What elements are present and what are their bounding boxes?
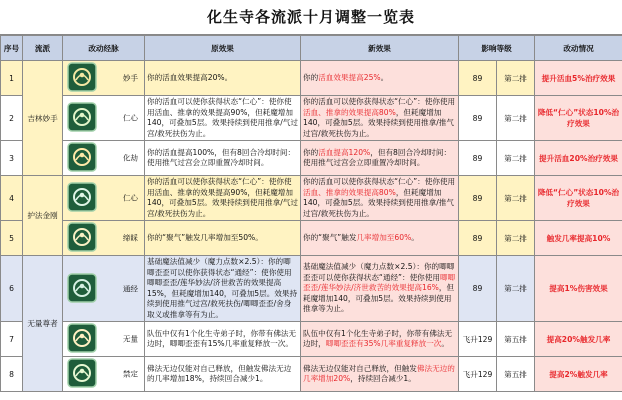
skill-cell (63, 221, 145, 256)
highlighted-change: 唧唧歪歪/莲华妙法/济世救苦的效果提高16% (303, 272, 456, 293)
header-row (1, 36, 622, 61)
row-number: 1 (1, 61, 23, 96)
skill-name: 通经 (122, 284, 138, 293)
school-name: 吉林妙手 (23, 61, 63, 176)
effect-text: ，持续回合减少1。 (350, 374, 416, 383)
change-summary: 降低“仁心”状态10%治疗效果 (535, 176, 622, 221)
new-effect (301, 61, 459, 96)
skill-name: 缔睬 (122, 233, 138, 243)
original-effect: 你的活血可以使你获得状态“仁心”：使你使用活血、推拿的效果提高90%，但耗魔增加140，可叠加5层。效果持续到使用推拿/气过宫/救死扶伤为止。 (145, 176, 301, 221)
new-effect (301, 96, 459, 141)
jingding-icon (67, 358, 97, 390)
effect-text: 你的 (303, 72, 319, 82)
impact-level: 89 (459, 176, 497, 221)
huajie-icon (67, 142, 97, 174)
table-row (1, 256, 622, 322)
skill-name: 化劫 (122, 153, 138, 163)
col-header-no: 序号 (1, 36, 23, 61)
table-row (1, 61, 622, 96)
table-row (1, 322, 622, 357)
effect-text: 你的活血可以使你获得状态“仁心”：使你使用 (303, 177, 456, 186)
skill-name: 无量 (122, 334, 138, 344)
col-header-school: 流派 (23, 36, 63, 61)
table-row (1, 141, 622, 176)
impact-slot: 第二排 (497, 176, 535, 221)
skill-cell (63, 141, 145, 176)
effect-text: ，但耗魔增加140，可叠加5层。效果持续到使用推拿等为止。 (303, 283, 455, 314)
row-number: 7 (1, 322, 23, 357)
highlighted-change: 几率增加至60% (356, 232, 412, 242)
impact-slot: 第二排 (497, 141, 535, 176)
new-effect (301, 141, 459, 176)
diji-icon (67, 222, 97, 254)
effect-text: 你的 (303, 147, 319, 157)
new-effect (301, 256, 459, 322)
highlighted-change: 活血提高120% (318, 147, 371, 157)
table-row (1, 176, 622, 221)
impact-level: 89 (459, 61, 497, 96)
renxin-icon-2 (67, 182, 97, 214)
row-number: 8 (1, 357, 23, 392)
effect-text: 。 (380, 72, 389, 82)
impact-slot: 第二排 (497, 221, 535, 256)
highlighted-change: 佛法无边的几率增加20% (303, 363, 455, 383)
change-summary: 提升活血5%治疗效果 (535, 61, 622, 96)
original-effect: 佛法无边仅能对自己释放，但触发佛法无边的几率增加18%，持续回合减少1。 (145, 357, 301, 392)
change-summary: 触发几率提高10% (535, 221, 622, 256)
highlighted-change: 活血、推拿的效果提高80% (303, 187, 396, 197)
skill-name: 妙手 (122, 73, 138, 83)
col-header-level: 影响等级 (459, 36, 535, 61)
skill-name: 禁定 (122, 369, 138, 379)
row-number: 3 (1, 141, 23, 176)
effect-text: 。 (411, 232, 419, 242)
table-row (1, 96, 622, 141)
original-effect: 队伍中仅有1个化生寺弟子时，你带有佛法无边时，唧唧歪歪有15%几率重复释放一次。 (145, 322, 301, 357)
change-summary: 降低“仁心”状态10%治疗效果 (535, 96, 622, 141)
row-number: 4 (1, 176, 23, 221)
effect-text: 佛法无边仅能对自己释放，但触发 (303, 363, 417, 373)
effect-text: ，但耗魔增加140，可叠加5层。效果持续到使用推拿/推气过宫/救死扶伤为止。 (303, 187, 454, 218)
adjustment-table (0, 35, 622, 392)
skill-cell (63, 256, 145, 322)
miaoshou-icon (67, 62, 97, 94)
impact-slot: 第二排 (497, 256, 535, 322)
row-number: 6 (1, 256, 23, 322)
row-number: 2 (1, 96, 23, 141)
change-summary: 提高2%触发几率 (535, 357, 622, 392)
skill-cell (63, 96, 145, 141)
new-effect (301, 221, 459, 256)
col-header-new: 新效果 (301, 36, 459, 61)
school-name: 无量尊者 (23, 256, 63, 392)
effect-text: 你的活血可以使你获得状态“仁心”：使你使用 (303, 97, 456, 106)
col-header-change: 改动情况 (535, 36, 622, 61)
impact-slot: 第五排 (497, 357, 535, 392)
table-row (1, 357, 622, 392)
effect-text: 。 (441, 339, 449, 348)
change-summary: 提升活血20%治疗效果 (535, 141, 622, 176)
impact-level: 89 (459, 96, 497, 141)
renxin-icon (67, 102, 97, 134)
original-effect: 你的活血效果提高20%。 (145, 61, 301, 96)
skill-name: 仁心 (122, 113, 138, 123)
skill-cell (63, 322, 145, 357)
sheet-title: 化生寺各流派十月调整一览表 (0, 0, 622, 35)
school-name: 护法金刚 (23, 176, 63, 256)
effect-text: 基础魔法值减少（魔力点数×2.5）：你的唧唧歪歪可以使你获得状态“通经”：使你使用 (303, 262, 455, 282)
effect-text: 队伍中仅有1个化生寺弟子时，你带有佛法无边时， (303, 328, 453, 348)
original-effect: 你的活血可以使你获得状态“仁心”：使你使用活血、推拿的效果提高90%，但耗魔增加140，可叠加5层。效果持续到使用推拿/气过宫/救死扶伤为止。 (145, 96, 301, 141)
skill-cell (63, 357, 145, 392)
effect-text: 你的“聚气”触发 (303, 232, 357, 242)
impact-slot: 第二排 (497, 61, 535, 96)
impact-level: 89 (459, 221, 497, 256)
impact-level: 飞升129 (459, 322, 497, 357)
highlighted-change: 唧唧歪歪有35%几率重复释放一次 (325, 339, 442, 348)
impact-slot: 第五排 (497, 322, 535, 357)
original-effect: 你的“聚气”触发几率增加至50%。 (145, 221, 301, 256)
row-number: 5 (1, 221, 23, 256)
original-effect: 你的活血提高100%，但有8回合冷却时间：使用推气过宫会立即重置冷却时间。 (145, 141, 301, 176)
skill-cell (63, 176, 145, 221)
highlighted-change: 活血、推拿的效果提高80% (303, 107, 396, 117)
table-row (1, 221, 622, 256)
col-header-skill: 改动经脉 (63, 36, 145, 61)
tongjing-icon (67, 273, 97, 305)
highlighted-change: 活血效果提高25% (318, 72, 381, 82)
effect-text: ，但有8回合冷却时间：使用推气过宫会立即重置冷却时间。 (303, 147, 452, 167)
impact-level: 89 (459, 141, 497, 176)
effect-text: ，但耗魔增加140，可叠加5层。效果持续到使用推拿/推气过宫/救死扶伤为止。 (303, 107, 454, 138)
new-effect (301, 176, 459, 221)
change-summary: 提高20%触发几率 (535, 322, 622, 357)
new-effect (301, 322, 459, 357)
original-effect: 基础魔法值减少（魔力点数×2.5）：你的唧唧歪歪可以使你获得状态“通经”：使你使用唧唧歪歪/莲华妙法/济世救苦的效果提高15%，但耗魔增加140，可叠加5层。效果持续到使用推气过宫/救死扶伤/唧唧歪歪/舍身取义或推拿等有为止。 (145, 256, 301, 322)
skill-name: 仁心 (122, 193, 138, 203)
new-effect (301, 357, 459, 392)
change-summary: 提高1%伤害效果 (535, 256, 622, 322)
col-header-orig: 原效果 (145, 36, 301, 61)
wuliang-icon (67, 323, 97, 355)
skill-cell (63, 61, 145, 96)
impact-slot: 第二排 (497, 96, 535, 141)
impact-level: 89 (459, 256, 497, 322)
impact-level: 飞升129 (459, 357, 497, 392)
